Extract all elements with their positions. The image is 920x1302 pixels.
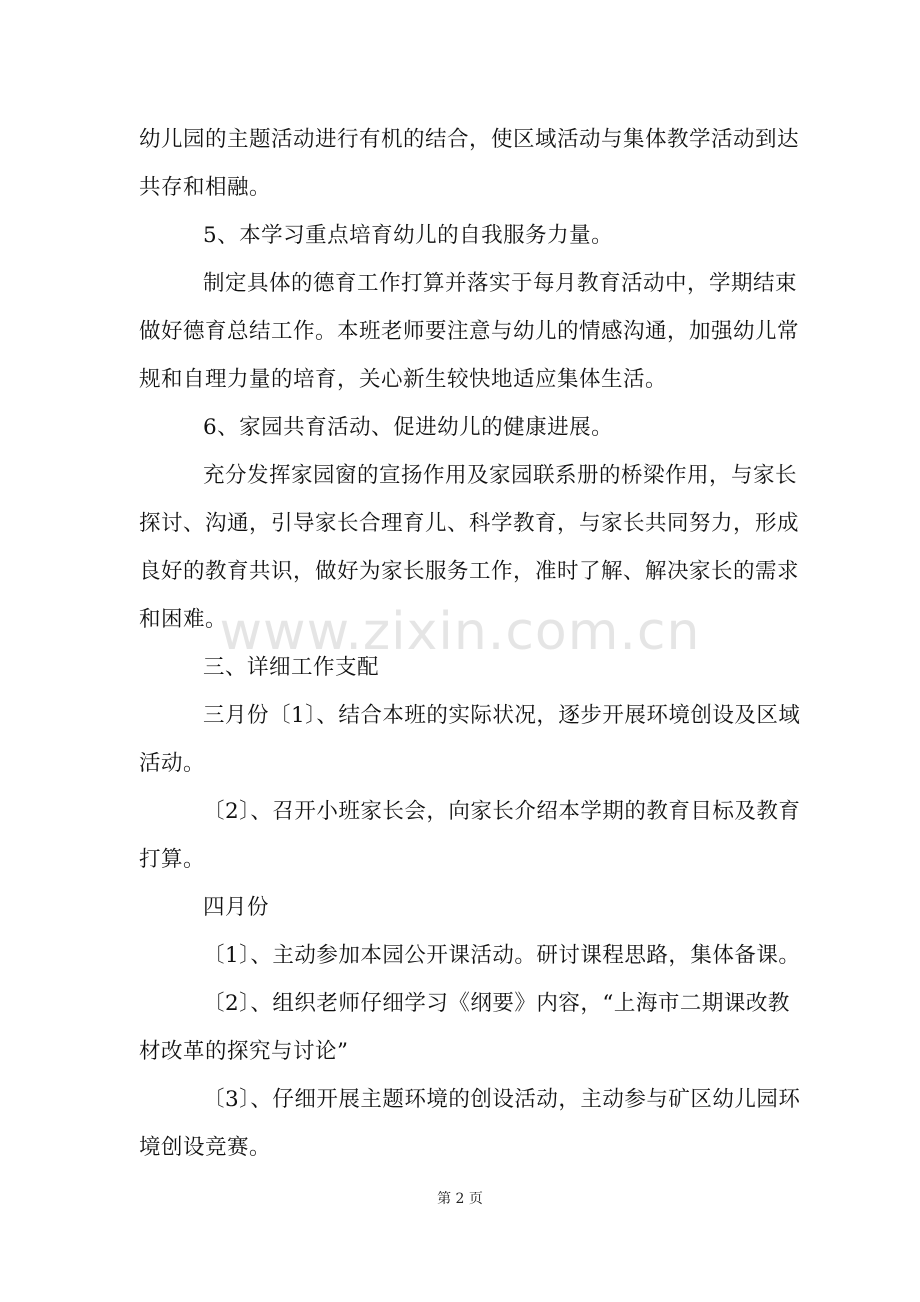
text-line: 做好德育总结工作。本班老师要注意与幼儿的情感沟通，加强幼儿常 [139, 319, 800, 344]
watermark: www.zixin.com.cn [219, 602, 701, 662]
text-line: 5、本学习重点培育幼儿的自我服务力量。 [203, 223, 614, 248]
text-line: 规和自理力量的培育，关心新生较快地适应集体生活。 [139, 367, 668, 392]
text-line: 探讨、沟通，引导家长合理育儿、科学教育，与家长共同努力，形成 [139, 511, 800, 536]
text-line: 〔3〕、仔细开展主题环境的创设活动，主动参与矿区幼儿园环 [203, 1087, 801, 1112]
text-line: 制定具体的德育工作打算并落实于每月教育活动中，学期结束 [203, 271, 798, 296]
text-line: 和困难。 [139, 607, 228, 632]
page-number: 第 2 页 [437, 1191, 483, 1207]
document-body [139, 116, 801, 1172]
text-line: 〔2〕、召开小班家长会，向家长介绍本学期的教育目标及教育 [203, 799, 801, 824]
text-line: 四月份 [203, 895, 270, 920]
text-line: 〔1〕、主动参加本园公开课活动。研讨课程思路，集体备课。 [203, 943, 801, 968]
text-line: 活动。 [139, 751, 206, 776]
text-line: 共存和相融。 [139, 175, 272, 200]
text-line: 良好的教育共识，做好为家长服务工作，准时了解、解决家长的需求 [139, 559, 800, 584]
text-line: 幼儿园的主题活动进行有机的结合，使区域活动与集体教学活动到达 [139, 127, 800, 152]
text-line: 三、详细工作支配 [203, 655, 380, 680]
text-line: 〔2〕、组织老师仔细学习《纲要》内容，“上海市二期课改教 [203, 991, 790, 1016]
text-line: 打算。 [139, 847, 206, 872]
text-line: 境创设竞赛。 [139, 1135, 272, 1160]
text-line: 充分发挥家园窗的宣扬作用及家园联系册的桥梁作用，与家长 [203, 463, 798, 488]
text-line: 材改革的探究与讨论” [139, 1039, 349, 1064]
text-line: 三月份〔1〕、结合本班的实际状况，逐步开展环境创设及区域 [203, 703, 801, 728]
text-line: 6、家园共育活动、促进幼儿的健康进展。 [203, 415, 614, 440]
